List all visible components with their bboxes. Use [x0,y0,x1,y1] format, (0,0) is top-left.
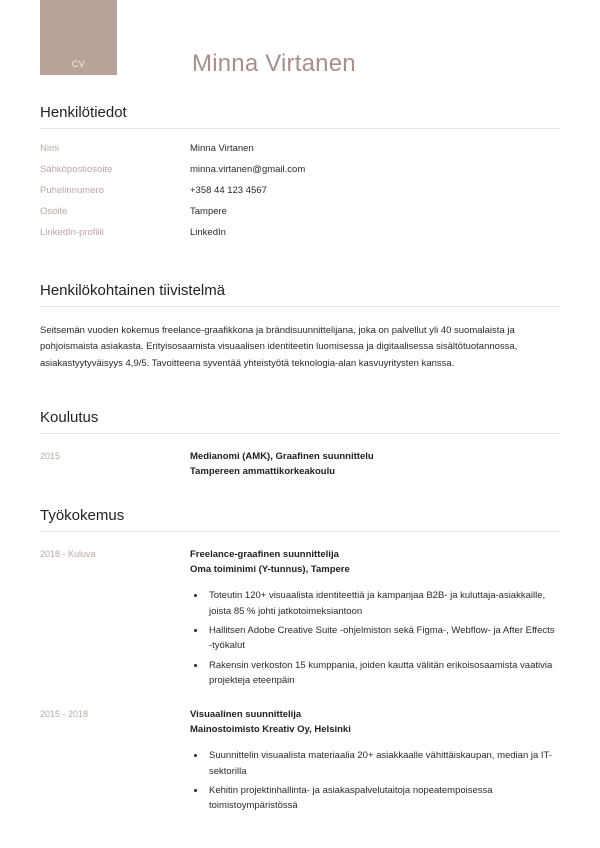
photo-placeholder [40,0,117,75]
cv-header [0,0,600,104]
experience-entry-organization: Oma toiminimi (Y-tunnus), Tampere [190,563,350,575]
education-entry-title: Medianomi (AMK), Graafinen suunnittelu [190,451,374,463]
detail-value-name: Minna Virtanen [190,143,254,154]
detail-value-email: minna.virtanen@gmail.com [190,164,306,175]
education-entry-body [190,450,560,479]
experience-entry-body [190,708,560,817]
education-entry [40,450,560,479]
education-entry-date: 2015 [40,451,61,462]
section-divider [40,128,560,129]
detail-label-name: Nimi [40,143,59,154]
section-title-personal-details: Henkilötiedot [40,104,127,121]
spacer [0,381,600,409]
section-personal-details [40,104,560,238]
list-item: • Rakensin verkoston 15 kumppania, joiden kautta välitän erikoisosaamista vaativia projekteja eteenpäin [206,658,560,689]
experience-entry [40,548,560,692]
spacer [0,479,600,507]
section-education [40,409,560,479]
detail-value-phone: +358 44 123 4567 [190,185,267,196]
list-item: • Hallitsen Adobe Creative Suite -ohjelmiston sekä Figma-, Webflow- ja After Effects -työkalut [206,623,560,654]
experience-entry-title: Visuaalinen suunnittelija [190,709,302,721]
section-title-experience: Työkokemus [40,507,125,525]
detail-row [40,164,560,175]
detail-row [40,143,560,154]
detail-label-linkedin: LinkedIn-profiili [40,227,104,238]
section-experience [40,507,560,818]
detail-row [40,185,560,196]
section-summary [40,282,560,372]
detail-label-phone: Puhelinnumero [40,185,104,196]
summary-text: Seitsemän vuoden kokemus freelance-graafikkona ja brändisuunnittelijana, joka on palvellut yli 40 suomalaista ja pohjoismaista asiakasta. Erityisosaamista visuaalisen identiteetin luomisessa ja digitaalisessa sisältötuotannossa, asiakastyytyväisyys 4,9/5. Tavoitteena syventää yhteistyötä teknologia-alan kasvuyritysten kanssa. [40,325,518,369]
detail-value-address: Tampere [190,206,227,217]
list-item: • Kehitin projektinhallinta- ja asiakaspalvelutaitoja nopeatempoisessa toimistoympäristössä [206,783,560,814]
list-item: • Toteutin 120+ visuaalista identiteettiä ja kampanjaa B2B- ja kuluttaja-asiakkaille, joista 85 % johti jatkotoimeksiantoon [206,588,560,619]
experience-entry-organization: Mainostoimisto Kreativ Oy, Helsinki [190,723,351,735]
photo-placeholder-label: CV [71,59,86,69]
experience-entry [40,708,560,817]
detail-value-linkedin: LinkedIn [190,227,226,238]
detail-label-address: Osoite [40,206,68,217]
experience-entry-date: 2015 - 2018 [40,709,89,720]
spacer [0,248,600,282]
list-item: • Suunnittelin visuaalista materiaalia 20+ asiakkaalle vähittäiskaupan, median ja IT-sektorilla [206,748,560,779]
personal-details-list [40,143,560,238]
experience-entry-bullets [190,748,560,814]
education-entry-organization: Tampereen ammattikorkeakoulu [190,465,336,477]
page-title: Minna Virtanen [192,50,356,77]
section-divider [40,306,560,307]
experience-entry-body [190,548,560,692]
section-divider [40,531,560,532]
experience-entry-title: Freelance-graafinen suunnittelija [190,549,339,561]
section-title-summary: Henkilökohtainen tiivistelmä [40,282,226,299]
detail-label-email: Sähköpostiosoite [40,164,113,175]
section-divider [40,433,560,434]
section-title-education: Koulutus [40,409,99,427]
experience-entry-bullets [190,588,560,688]
detail-row [40,227,560,238]
experience-entry-date: 2018 - Kuluva [40,549,96,560]
detail-row [40,206,560,217]
